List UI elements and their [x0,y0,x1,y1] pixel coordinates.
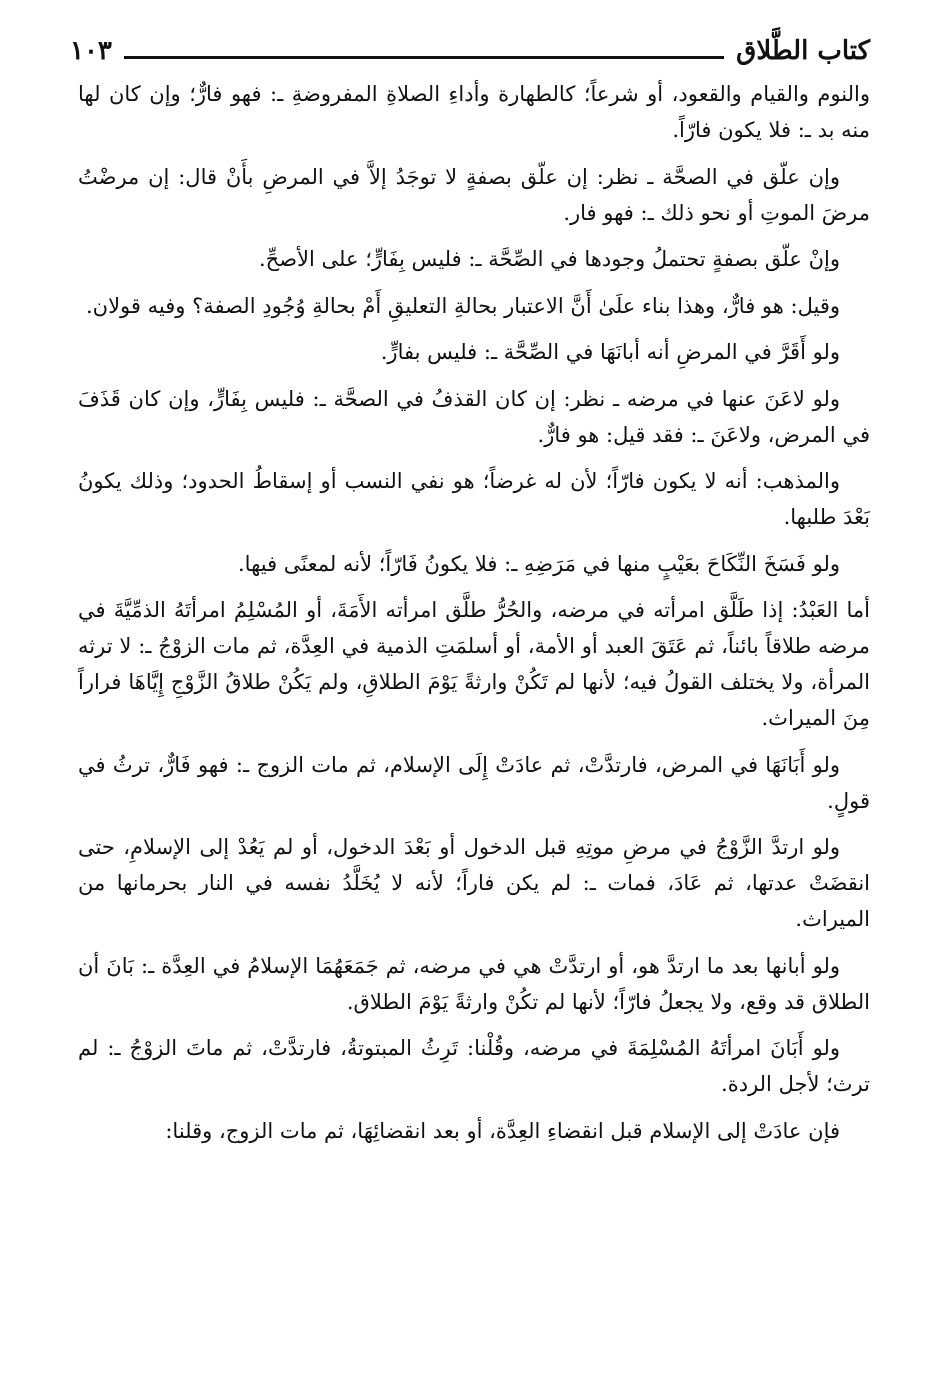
paragraph: ولو أبانها بعد ما ارتدَّ هو، أو ارتدَّتْ هي في مرضه، ثم جَمَعَهُمَا الإسلامُ في العِدَّة ـ: بَانَ أن الطلاق قد وقع، ولا يجعلُ فارّاً؛ لأنها لم تكُنْ وارثةً يَوْمَ الطلاق. [78,953,870,1014]
page-number: ١٠٣ [70,36,112,66]
paragraph: والنوم والقيام والقعود، أو شرعاً؛ كالطهارة وأداءِ الصلاةِ المفروضةِ ـ: فهو فارٌّ؛ وإن كان لها منه بد ـ: فلا يكون فارّاً. [78,82,870,142]
body-text [78,76,870,1159]
paragraph: أما العَبْدُ: إذا طَلَّق امرأته في مرضه، والحُرُّ طلَّق امرأته الأَمَةَ، أو المُسْلِمُ امرأتَهُ الذمِّيَّةَ في مرضه طلاقاً بائناً، ثم عَتَقَ العبد أو الأمة، أو أسلمَتِ الذمية في العِدَّة، ثم مات الزوْجُ ـ: لا ترثه المرأة، ولا يختلف القولُ فيه؛ لأنها لم تَكُنْ وارثةً يَوْمَ الطلاقِ، ولم يَكُنْ طلاقُ الزَّوْجِ إِيَّاهَا فراراً مِنَ الميراث. [78,598,871,730]
header-rule [124,56,724,59]
chapter-title: كتاب الطَّلاق [736,36,870,66]
paragraph: ولو أَبَانَهَا في المرض، فارتدَّتْ، ثم عادَتْ إِلَى الإسلام، ثم مات الزوج ـ: فهو فَارٌّ، ترثُ في قولٍ. [78,752,870,813]
paragraph: ولو أَبَانَ امرأتَهُ المُسْلِمَةَ في مرضه، وقُلْنا: تَرِثُ المبتوتةُ، فارتدَّتْ، ثم ماتَ الزوْجُ ـ: لم ترث؛ لأجل الردة. [78,1036,870,1096]
paragraph: ولو لاعَنَ عنها في مرضه ـ نظر: إن كان القذفُ في الصحَّة ـ: فليس بِفَارٍّ، وإن كان قَذَفَ في المرض، ولاعَنَ ـ: فقد قيل: هو فارٌّ. [78,386,870,447]
paragraph: وإنْ علّق بصفةٍ تحتملُ وجودها في الصِّحَّة ـ: فليس بِفَارٍّ؛ على الأصحِّ. [258,247,840,271]
running-header [70,28,870,68]
paragraph: وإن علّق في الصحَّة ـ نظر: إن علّق بصفةٍ لا توجَدُ إلاَّ في المرضِ بأَنْ قال: إن مرضْتُ مرضَ الموتِ أو نحو ذلك ـ: فهو فار. [78,164,870,225]
paragraph: وقيل: هو فارٌّ، وهذا بناء علَىٰ أَنَّ الاعتبار بحالةِ التعليقِ أَمْ بحالةِ وُجُودِ الصفة؟ وفيه قولان. [85,293,840,318]
paragraph: ولو أَقَرَّ في المرضِ أنه أبانَهَا في الصِّحَّة ـ: فليس بفارٍّ. [380,340,840,364]
paragraph: والمذهب: أنه لا يكون فارّاً؛ لأن له غرضاً؛ هو نفي النسب أو إسقاطُ الحدود؛ وذلك يكونُ بَعْدَ طلبها. [78,469,870,529]
paragraph: فإن عادَتْ إلى الإسلام قبل انقضاءِ العِدَّة، أو بعد انقضائِهَا، ثم مات الزوج، وقلنا: [165,1118,840,1143]
paragraph: ولو ارتدَّ الزَّوْجُ في مرضِ موتِهِ قبل الدخول أو بَعْدَ الدخول، أو لم يَعُدْ إلى الإسلامِ، حتى انقضَتْ عدتها، ثم عَادَ، فمات ـ: لم يكن فاراً؛ لأنه لا يُخَلَّدُ نفسه في النار بحرمانها من الميراث. [78,835,870,931]
paragraph: ولو فَسَخَ النِّكَاحَ بعَيْبٍ منها في مَرَضِهِ ـ: فلا يكونُ فَارّاً؛ لأنه لمعنًى فيها. [238,551,840,576]
